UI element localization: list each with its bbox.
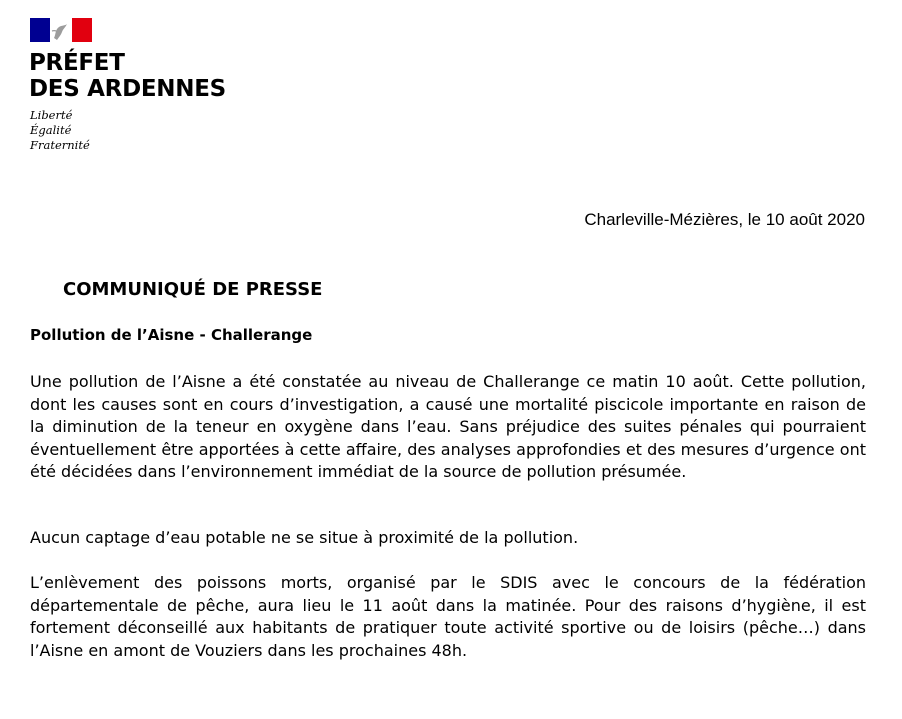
flag-blue-band — [30, 18, 50, 42]
document-title: COMMUNIQUÉ DE PRESSE — [63, 279, 323, 300]
document-subject: Pollution de l’Aisne - Challerange — [30, 326, 313, 344]
paragraph-1: Une pollution de l’Aisne a été constatée au niveau de Challerange ce matin 10 août. Cette pollution, dont les causes sont en cours d’investigation, a causé une mortalité piscicole importante en raison de la diminution de la teneur en oxygène dans l’eau. Sans préjudice des suites pénales qui pourraient éventuellement être apportées à cette affaire, des analyses approfondies et des mesures d’urgence ont été décidées dans l’environnement immédiat de la source de pollution présumée. — [30, 372, 866, 481]
motto-egalite: Égalité — [30, 123, 72, 137]
prefecture-name — [29, 50, 226, 102]
motto-liberte: Liberté — [30, 108, 73, 122]
motto-fraternite: Fraternité — [30, 138, 90, 152]
place-and-date: Charleville-Mézières, le 10 août 2020 — [584, 210, 865, 229]
prefecture-name-line2: DES ARDENNES — [29, 76, 226, 102]
republic-motto — [30, 108, 90, 153]
paragraph-3: L’enlèvement des poissons morts, organisé par le SDIS avec le concours de la fédération départementale de pêche, aura lieu le 11 août dans la matinée. Pour des raisons d’hygiène, il est fortement déconseillé aux habitants de pratiquer toute activité sportive ou de loisirs (pêche…) dans l’Aisne en amont de Vouziers dans les prochaines 48h. — [30, 573, 866, 660]
paragraph-2: Aucun captage d’eau potable ne se situe à proximité de la pollution. — [30, 528, 579, 547]
flag-red-band — [72, 18, 92, 42]
prefecture-name-line1: PRÉFET — [29, 50, 125, 76]
marianne-profile-icon — [50, 18, 71, 42]
marianne-icon — [30, 18, 92, 42]
flag-white-band — [50, 18, 71, 42]
